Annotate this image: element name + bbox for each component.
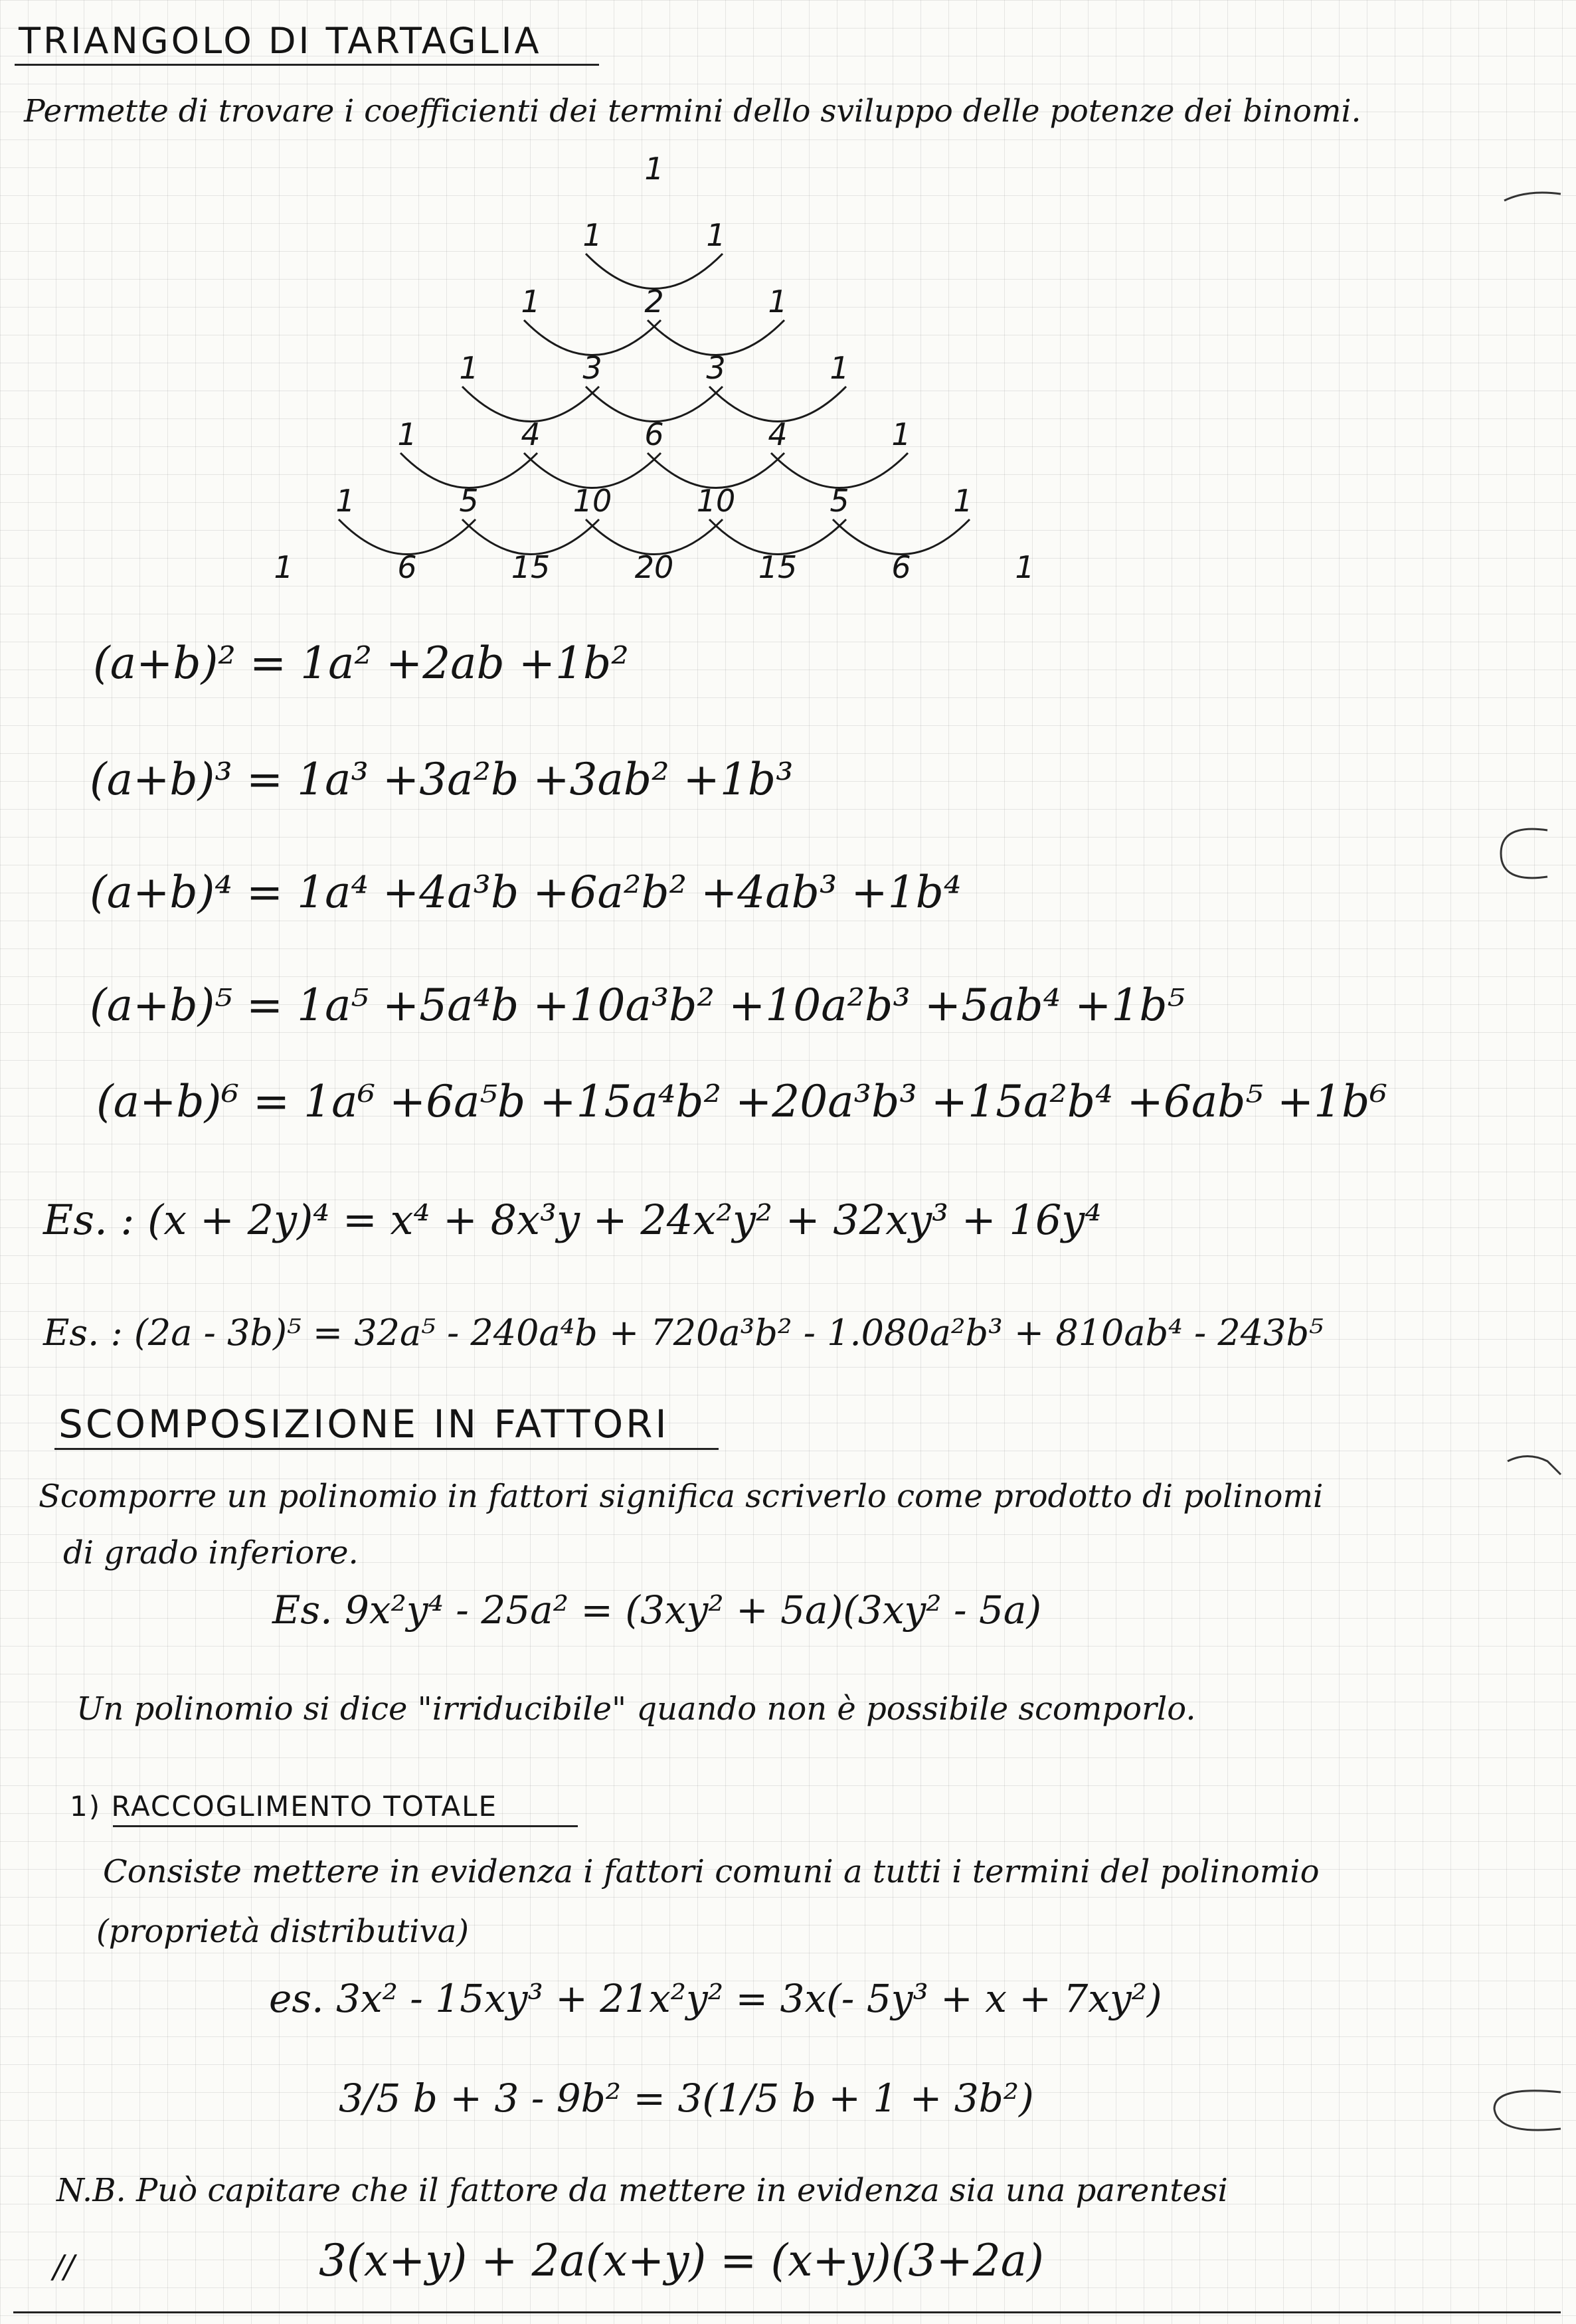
triangle-number: 4 [768, 416, 788, 452]
triangle-number: 1 [582, 217, 602, 253]
margin-dash-mark [1501, 186, 1567, 213]
nb-note: N.B. Può capitare che il fattore da mettere in evidenza sia una parentesi [56, 2172, 1228, 2209]
triangle-number: 1 [397, 416, 417, 452]
triangle-number: 1 [644, 151, 664, 187]
triangle-number: 5 [830, 483, 849, 519]
triangle-number: 10 [696, 483, 736, 519]
nb-example: 3(x+y) + 2a(x+y) = (x+y)(3+2a) [319, 2235, 1044, 2286]
margin-tick-mark [1501, 1441, 1567, 1481]
triangle-number: 1 [521, 284, 541, 319]
margin-bracket-mark-2 [1481, 2079, 1567, 2145]
triangle-number: 1 [891, 416, 911, 452]
triangle-number: 15 [511, 549, 551, 585]
triangle-number: 1 [768, 284, 788, 319]
triangle-number: 6 [397, 549, 417, 585]
triangle-number: 2 [644, 284, 664, 319]
page-title: TRIANGOLO DI TARTAGLIA [19, 20, 542, 62]
example-2: Es. : (2a - 3b)⁵ = 32a⁵ - 240a⁴b + 720a³b² - 1.080a²b³ + 810ab⁴ - 243b⁵ [43, 1312, 1324, 1354]
subsection-title: 1) RACCOGLIMENTO TOTALE [70, 1790, 498, 1823]
expansion-6: (a+b)⁶ = 1a⁶ +6a⁵b +15a⁴b² +20a³b³ +15a²b⁴ +6ab⁵ +1b⁶ [96, 1076, 1387, 1127]
subsection-example1: es. 3x² - 15xy³ + 21x²y² = 3x(- 5y³ + x + 7xy²) [269, 1976, 1162, 2021]
subsection-example2: 3/5 b + 3 - 9b² = 3(1/5 b + 1 + 3b²) [339, 2076, 1034, 2121]
pascal-triangle [0, 0, 1576, 664]
triangle-number: 1 [706, 217, 726, 253]
section-title-underline [54, 1448, 719, 1450]
intro-text: Permette di trovare i coefficienti dei termini dello sviluppo delle potenze dei binomi. [24, 93, 1361, 130]
triangle-number: 1 [1015, 549, 1035, 585]
triangle-number: 1 [274, 549, 294, 585]
triangle-number: 10 [572, 483, 612, 519]
nb-marker: // [53, 2248, 75, 2285]
triangle-number: 5 [459, 483, 479, 519]
section-definition-line2: di grado inferiore. [63, 1534, 359, 1571]
triangle-number: 6 [891, 549, 911, 585]
example-1: Es. : (x + 2y)⁴ = x⁴ + 8x³y + 24x²y² + 32xy³ + 16y⁴ [43, 1196, 1102, 1244]
triangle-number: 3 [706, 350, 726, 386]
margin-bracket-mark [1488, 820, 1561, 887]
triangle-number: 15 [758, 549, 798, 585]
triangle-number: 3 [582, 350, 602, 386]
subsection-line2: (proprietà distributiva) [96, 1913, 469, 1950]
triangle-number: 1 [459, 350, 479, 386]
section-example: Es. 9x²y⁴ - 25a² = (3xy² + 5a)(3xy² - 5a) [272, 1587, 1042, 1633]
irreducible-note: Un polinomio si dice "irriducibile" quando non è possibile scomporlo. [76, 1690, 1196, 1728]
triangle-number: 1 [953, 483, 973, 519]
section-title: SCOMPOSIZIONE IN FATTORI [58, 1401, 669, 1447]
bottom-rule [13, 2311, 1561, 2313]
triangle-number: 20 [634, 549, 674, 585]
triangle-number: 1 [830, 350, 849, 386]
expansion-3: (a+b)³ = 1a³ +3a²b +3ab² +1b³ [90, 754, 794, 805]
expansion-5: (a+b)⁵ = 1a⁵ +5a⁴b +10a³b² +10a²b³ +5ab⁴ +1b⁵ [90, 980, 1185, 1031]
subsection-underline [113, 1825, 578, 1827]
expansion-4: (a+b)⁴ = 1a⁴ +4a³b +6a²b² +4ab³ +1b⁴ [90, 867, 962, 918]
triangle-number: 1 [335, 483, 355, 519]
expansion-2: (a+b)² = 1a² +2ab +1b² [93, 638, 629, 689]
triangle-number: 6 [644, 416, 664, 452]
section-definition-line1: Scomporre un polinomio in fattori significa scriverlo come prodotto di polinomi [39, 1478, 1324, 1515]
triangle-number: 4 [521, 416, 541, 452]
subsection-line1: Consiste mettere in evidenza i fattori comuni a tutti i termini del polinomio [103, 1853, 1320, 1890]
